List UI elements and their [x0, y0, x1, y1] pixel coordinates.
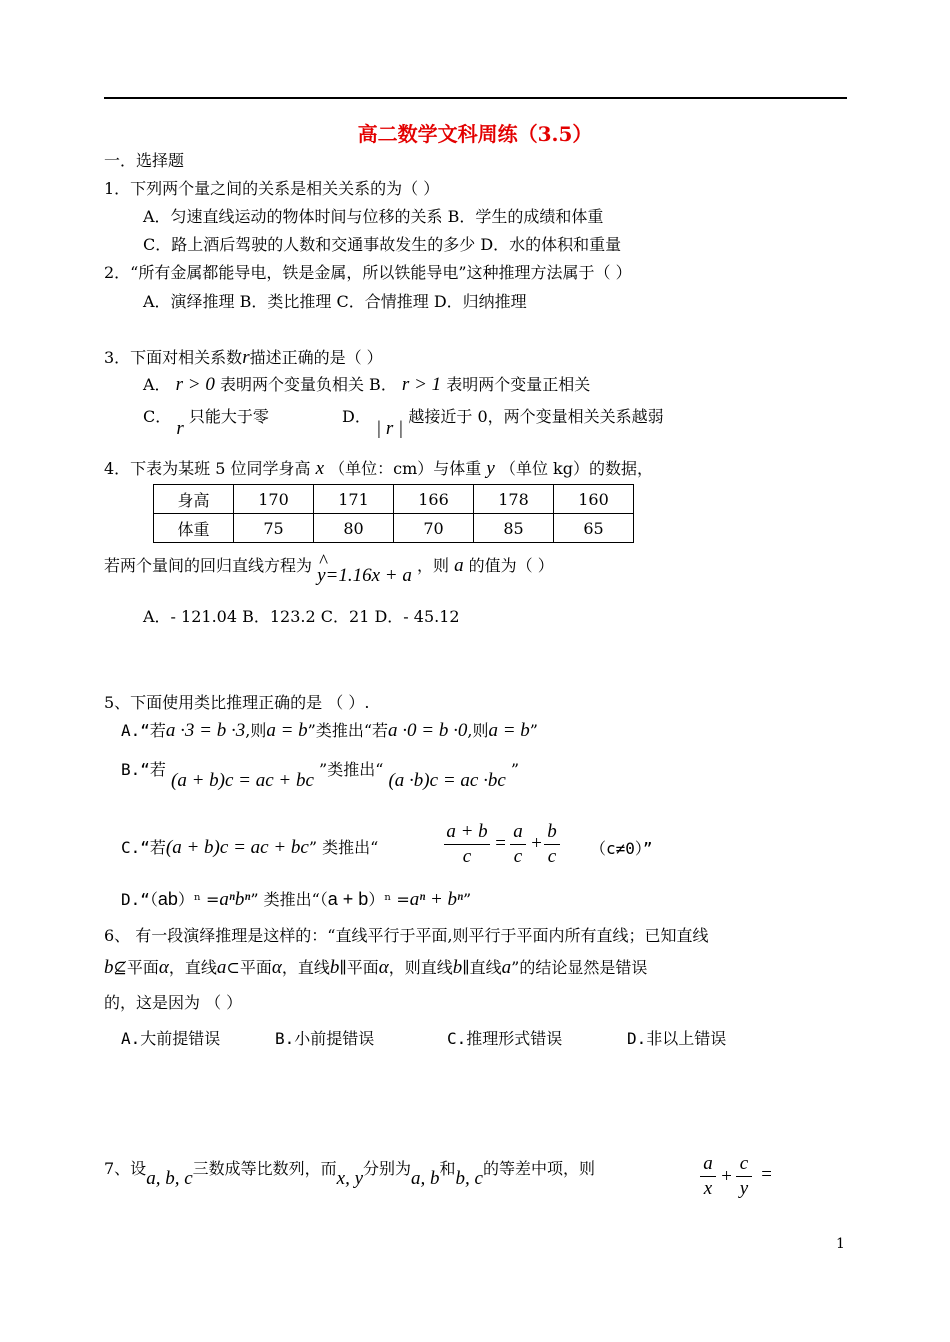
q5-d-t1: ）ⁿ = [177, 890, 220, 909]
q4-stem-a: 4．下表为某班 5 位同学身高 [104, 459, 311, 478]
q5-c-label: C.“若 [121, 838, 166, 857]
q3-option-d-text: 越接近于 0，两个变量相关关系越弱 [408, 407, 664, 426]
q6-option-b: B.小前提错误 [275, 1029, 375, 1048]
q5-c-fraction2 [510, 820, 526, 869]
q5-a-m2: a = b [266, 720, 308, 741]
table-row [154, 485, 634, 514]
q5-c-equals: = [494, 833, 507, 854]
fraction-denominator: x [703, 1178, 713, 1199]
fraction-numerator: a + b [444, 820, 490, 845]
q5-b-t2: ” [510, 760, 520, 779]
q5-a-m1: a ·3 = b ·3 [165, 720, 246, 741]
fraction-denominator: c [513, 846, 523, 867]
q5-stem: 5、下面使用类比推理正确的是 （ ）. [104, 693, 370, 712]
q4-stem-b: （单位：cm）与体重 [329, 459, 482, 478]
q4-regression-y: y [317, 565, 326, 586]
q4-options: A．- 121.04 B．123.2 C．21 D．- 45.12 [143, 607, 460, 626]
q5-option-d [121, 887, 471, 911]
q5-option-c [121, 835, 378, 859]
q7-m1: a, b, c [146, 1168, 193, 1189]
q5-b-m2: (a ·b)c = ac ·bc [388, 770, 506, 791]
q3-stem-a: 3．下面对相关系数 [104, 348, 243, 367]
q4-stem-c: （单位 kg）的数据， [499, 459, 653, 478]
section-heading: 一．选择题 [104, 151, 185, 170]
table-row [154, 514, 634, 543]
q1-options-line2: C．路上酒后驾驶的人数和交通事故发生的多少 D．水的体积和重量 [143, 235, 622, 254]
q3-option-d [342, 404, 664, 439]
q7-fraction2 [736, 1152, 752, 1201]
fraction-numerator: c [736, 1152, 752, 1177]
q5-d-m3: a + b [327, 889, 369, 909]
q4-x: x [315, 458, 325, 479]
q6-rel1: ⊈ [113, 958, 127, 977]
q3-r: r [242, 347, 250, 368]
q5-d-t4: ” [463, 890, 472, 909]
q4-y: y [486, 458, 495, 479]
q6-rel2: ⊂ [226, 958, 240, 977]
q3-option-c [143, 404, 269, 439]
q5-a-m4: a = b [488, 720, 530, 741]
q6-plane1: 平面 [126, 958, 159, 977]
q4-regression-a: 若两个量间的回归直线方程为 [104, 556, 313, 575]
page-number: 1 [836, 1236, 845, 1252]
q7-fraction1 [700, 1152, 716, 1201]
q4-regression-formula [317, 551, 412, 587]
q7-t5: 的等差中项，则 [482, 1159, 595, 1178]
q5-a-t2: ”类推出“若 [307, 721, 389, 740]
q6-t4: ”的结论显然是错误 [511, 958, 648, 977]
q5-a-t4: ” [529, 721, 538, 740]
q6-a2: a [501, 957, 512, 978]
q6-t1: ，直线 [168, 958, 217, 977]
q3-option-a-math: r > 0 [175, 374, 215, 395]
table-cell: 75 [234, 514, 314, 543]
q5-d-t3: ）ⁿ = [368, 890, 410, 909]
q4-regression-b: ，则 [416, 556, 449, 575]
q2-stem: 2．“所有金属都能导电，铁是金属，所以铁能导电”这种推理方法属于（ ） [104, 263, 632, 282]
q6-line1: 6、 有一段演绎推理是这样的：“直线平行于平面,则平行于平面内所有直线；已知直线 [104, 926, 709, 945]
q6-line3: 的，这是因为 （ ） [104, 993, 243, 1012]
q7-t1: 7、设 [104, 1159, 147, 1178]
hat-symbol: ^ [319, 551, 329, 572]
fraction-numerator: a [510, 820, 526, 845]
fraction-numerator: b [544, 820, 560, 845]
q3-option-c-math: r [176, 418, 184, 439]
header-rule [104, 97, 847, 99]
table-cell: 体重 [154, 514, 234, 543]
table-cell: 170 [234, 485, 314, 514]
fraction-denominator: c [547, 846, 557, 867]
q5-d-label: D.“（ [121, 890, 158, 909]
fraction-denominator: y [739, 1178, 749, 1199]
q6-option-a: A.大前提错误 [121, 1029, 221, 1048]
q3-stem [104, 345, 383, 369]
q4-a: a [454, 555, 464, 576]
q5-d-m2: aⁿbⁿ [219, 889, 251, 910]
q7-m3: a, b [411, 1168, 440, 1189]
q6-alpha1: α [158, 957, 169, 978]
q6-line2 [104, 955, 647, 979]
q6-option-c: C.推理形式错误 [447, 1029, 563, 1048]
table-cell: 70 [394, 514, 474, 543]
q7-m2: x, y [336, 1168, 364, 1189]
q5-b-label: B.“若 [121, 760, 166, 779]
q3-option-b-text: 表明两个变量正相关 [446, 375, 591, 394]
q5-a-t3: ,则 [467, 721, 489, 740]
q5-c-plus: + [530, 833, 543, 854]
q7-plus: + [720, 1166, 733, 1187]
q5-c-condition: （c≠0）” [590, 839, 653, 858]
q7-stem [104, 1156, 595, 1189]
q5-option-b [121, 757, 520, 791]
q6-a1: a [216, 957, 227, 978]
q3-options-ab [143, 372, 590, 396]
q5-d-m1: ab [157, 889, 178, 909]
q5-b-t1: ”类推出“ [319, 760, 384, 779]
q3-option-a-label: A． [143, 375, 171, 394]
q4-regression-c: 的值为（ ） [468, 556, 554, 575]
q6-option-d: D.非以上错误 [627, 1029, 727, 1048]
q5-c-fraction3 [544, 820, 560, 869]
q4-stem [104, 456, 653, 480]
q6-alpha2: α [271, 957, 282, 978]
q3-option-c-label: C． [143, 407, 172, 426]
table-cell: 65 [554, 514, 634, 543]
q6-plane2: 平面 [239, 958, 272, 977]
q6-b1: b [104, 957, 114, 978]
q7-equals: = [760, 1164, 773, 1185]
q5-a-label: A.“若 [121, 721, 166, 740]
q5-c-fraction1 [444, 820, 490, 869]
q4-regression-eq: =1.16x + a [325, 565, 412, 586]
q6-rel3: ∥平面 [339, 958, 379, 977]
q6-b2: b [329, 957, 340, 978]
q6-t3: ，则直线 [388, 958, 453, 977]
q3-stem-b: 描述正确的是（ ） [249, 348, 383, 367]
q3-option-b-math: r > 1 [401, 374, 442, 395]
table-cell: 身高 [154, 485, 234, 514]
q3-option-c-text: 只能大于零 [188, 407, 269, 426]
q6-rel4: ∥直线 [462, 958, 502, 977]
q7-t2: 三数成等比数列，而 [192, 1159, 337, 1178]
table-cell: 166 [394, 485, 474, 514]
q1-options-line1: A．匀速直线运动的物体时间与位移的关系 B．学生的成绩和体重 [143, 207, 604, 226]
q1-stem: 1．下列两个量之间的关系是相关关系的为（ ） [104, 179, 440, 198]
q3-option-d-label: D． [342, 407, 371, 426]
height-weight-table [153, 484, 634, 543]
table-cell: 85 [474, 514, 554, 543]
q3-option-a-text: 表明两个变量负相关 B． [219, 375, 397, 394]
q7-t3: 分别为 [363, 1159, 412, 1178]
table-cell: 178 [474, 485, 554, 514]
q5-a-m3: a ·0 = b ·0 [388, 720, 468, 741]
fraction-denominator: c [462, 846, 472, 867]
table-cell: 80 [314, 514, 394, 543]
q6-b3: b [452, 957, 463, 978]
q5-a-t1: ,则 [245, 721, 267, 740]
q2-options: A．演绎推理 B．类比推理 C．合情推理 D．归纳推理 [143, 292, 527, 311]
q7-t4: 和 [439, 1159, 456, 1178]
q7-m4: b, c [455, 1168, 483, 1189]
q3-option-d-math: | r | [375, 418, 404, 439]
q4-regression [104, 551, 554, 586]
fraction-numerator: a [700, 1152, 716, 1177]
table-cell: 160 [554, 485, 634, 514]
q5-b-m1: (a + b)c = ac + bc [171, 770, 314, 791]
q6-t2: ，直线 [281, 958, 330, 977]
q5-d-t2: ” 类推出“（ [250, 890, 328, 909]
q5-c-m1: (a + b)c = ac + bc [165, 837, 309, 858]
q5-c-t1: ” 类推出“ [308, 838, 379, 857]
q6-alpha3: α [378, 957, 389, 978]
q5-d-m4: aⁿ + bⁿ [409, 889, 464, 910]
table-cell: 171 [314, 485, 394, 514]
q5-option-a [121, 718, 538, 742]
page-title: 高二数学文科周练（3.5） [357, 122, 593, 146]
